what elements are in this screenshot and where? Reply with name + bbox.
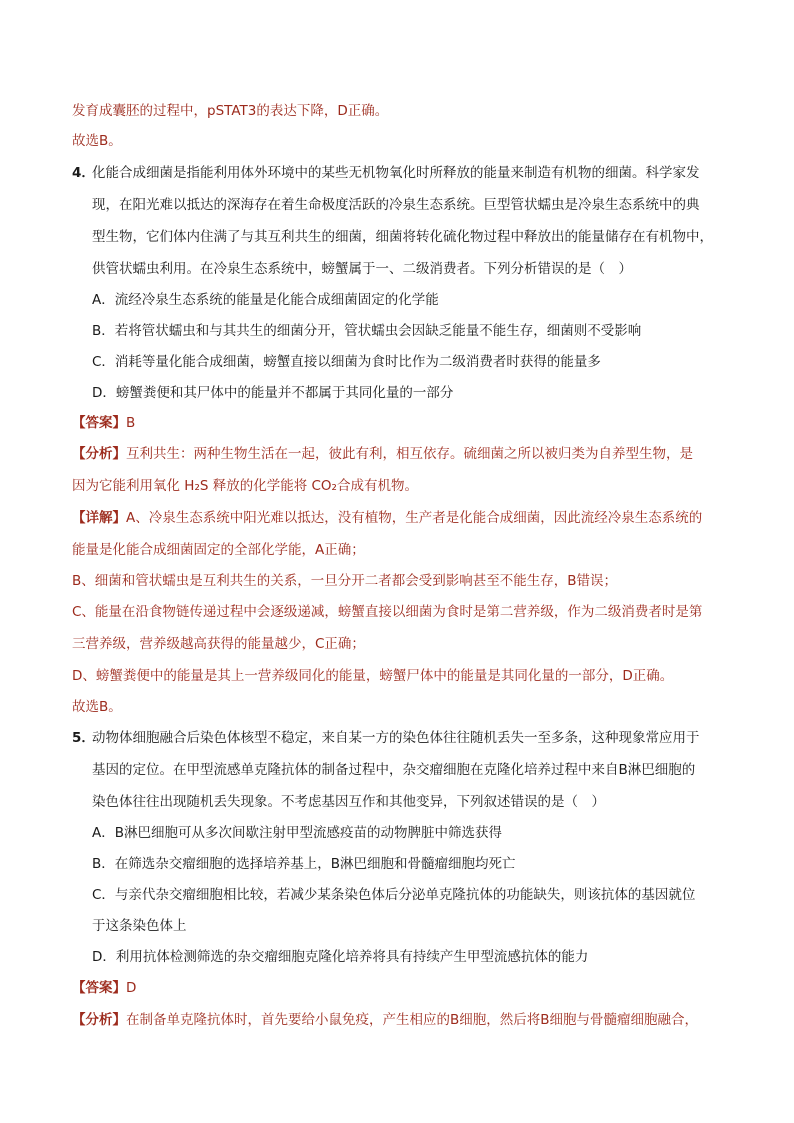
question-5-option-c-cont: 于这条染色体上	[92, 918, 187, 934]
question-4-analysis-line: 因为它能利用氧化 H₂S 释放的化学能将 CO₂合成有机物。	[72, 478, 418, 494]
question-5-option-b: B．在筛选杂交瘤细胞的选择培养基上，B淋巴细胞和骨髓瘤细胞均死亡	[92, 856, 516, 872]
question-4-detail-line	[72, 508, 702, 528]
question-4-detail-line: C、能量在沿食物链传递过程中会逐级递减，螃蟹直接以细菌为食时是第二营养级，作为二级消费者时是第	[72, 604, 703, 620]
question-4-conclusion: 故选B。	[72, 699, 122, 715]
analysis-tag: 【分析】	[72, 1012, 126, 1028]
question-5-option-c: C．与亲代杂交瘤细胞相比较，若减少某条染色体后分泌单克隆抗体的功能缺失，则该抗体的基因就位	[92, 887, 696, 903]
question-4-stem-line: 现，在阳光难以抵达的深海存在着生命极度活跃的冷泉生态系统。巨型管状蠕虫是冷泉生态系统中的典	[92, 197, 700, 213]
answer-value: D	[126, 980, 137, 996]
prev-explanation-line: 发育成囊胚的过程中，pSTAT3的表达下降，D正确。	[72, 103, 389, 119]
question-5-stem-line: 动物体细胞融合后染色体核型不稳定，来自某一方的染色体往往随机丢失一至多条，这种现象常应用于	[92, 730, 700, 746]
question-4-option-c: C．消耗等量化能合成细菌，螃蟹直接以细菌为食时比作为二级消费者时获得的能量多	[92, 354, 601, 370]
question-4-option-b: B．若将管状蠕虫和与其共生的细菌分开，管状蠕虫会因缺乏能量不能生存，细菌则不受影响	[92, 323, 642, 339]
analysis-text: 在制备单克隆抗体时，首先要给小鼠免疫，产生相应的B细胞，然后将B细胞与骨髓瘤细胞融合，	[126, 1012, 699, 1028]
detail-tag: 【详解】	[72, 510, 126, 526]
question-5-option-d: D．利用抗体检测筛选的杂交瘤细胞克隆化培养将具有持续产生甲型流感抗体的能力	[92, 949, 589, 965]
answer-tag: 【答案】	[72, 415, 126, 431]
question-5-stem-line: 基因的定位。在甲型流感单克隆抗体的制备过程中，杂交瘤细胞在克隆化培养过程中来自B淋巴细胞的	[92, 762, 696, 778]
answer-tag: 【答案】	[72, 980, 126, 996]
question-5-stem-line: 染色体往往出现随机丢失现象。不考虑基因互作和其他变异，下列叙述错误的是（ ）	[92, 794, 605, 810]
question-4-stem-line: 化能合成细菌是指能利用体外环境中的某些无机物氧化时所释放的能量来制造有机物的细菌。科学家发	[92, 165, 700, 181]
question-4-analysis-line	[72, 444, 693, 464]
answer-value: B	[126, 415, 136, 431]
question-5-number: 5．	[72, 730, 95, 746]
question-4-detail-line: D、螃蟹粪便中的能量是其上一营养级同化的能量，螃蟹尸体中的能量是其同化量的一部分，D正确。	[72, 668, 674, 684]
question-4-detail-line: 能量是化能合成细菌固定的全部化学能，A正确；	[72, 542, 365, 558]
question-5-analysis-line	[72, 1010, 698, 1030]
question-4-stem-line: 供管状蠕虫利用。在冷泉生态系统中，螃蟹属于一、二级消费者。下列分析错误的是（ ）	[92, 261, 632, 277]
analysis-text: 互利共生：两种生物生活在一起，彼此有利，相互依存。硫细菌之所以被归类为自养型生物，是	[126, 446, 693, 462]
question-4-option-d: D．螃蟹粪便和其尸体中的能量并不都属于其同化量的一部分	[92, 385, 454, 401]
question-4-detail-line: B、细菌和管状蠕虫是互利共生的关系，一旦分开二者都会受到影响甚至不能生存，B错误；	[72, 573, 618, 589]
question-4-stem-line: 型生物，它们体内住满了与其互利共生的细菌，细菌将转化硫化物过程中释放出的能量储存在有机物中，	[92, 229, 713, 245]
prev-conclusion: 故选B。	[72, 133, 122, 149]
question-5-option-a: A．B淋巴细胞可从多次间歇注射甲型流感疫苗的动物脾脏中筛选获得	[92, 825, 502, 841]
question-4-detail-line: 三营养级，营养级越高获得的能量越少，C正确；	[72, 636, 365, 652]
detail-text: A、冷泉生态系统中阳光难以抵达，没有植物，生产者是化能合成细菌，因此流经冷泉生态系统的	[126, 510, 703, 526]
analysis-tag: 【分析】	[72, 446, 126, 462]
question-4-option-a: A．流经冷泉生态系统的能量是化能合成细菌固定的化学能	[92, 292, 439, 308]
question-4-number: 4．	[72, 165, 95, 181]
question-4-answer	[72, 413, 135, 433]
question-5-answer	[72, 978, 136, 998]
